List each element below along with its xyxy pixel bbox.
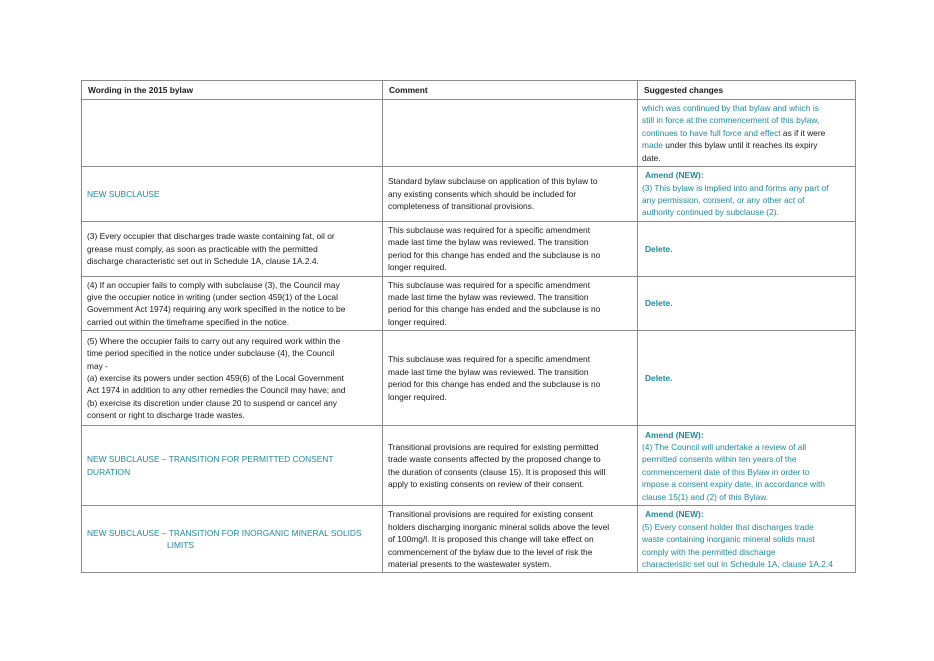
change-line: which was continued by that bylaw and which is [642, 103, 819, 113]
suggested-change-cell [638, 276, 856, 331]
document-page [81, 80, 856, 573]
column-header-suggested-changes: Suggested changes [638, 81, 856, 100]
column-header-comment: Comment [383, 81, 638, 100]
suggested-change-cell: Amend (NEW): (5) Every consent holder that discharges trade waste containing inorganic mineral solids must comply with the permitted discharge characteristic set out in Schedule 1A, clause 1A.2.4 [638, 506, 856, 573]
amend-label: Amend (NEW): [645, 509, 704, 520]
wording-cell [82, 426, 383, 506]
change-line: date. [642, 152, 661, 163]
comment-cell: This subclause was required for a specific amendment made last time the bylaw was reviewed. The transition period for this change has ended and the subclause is no longer required. [383, 276, 638, 331]
comment-cell: Transitional provisions are required for existing permitted trade waste consents affected by the proposed change to the duration of consents (clause 15). It is proposed this will apply to existing consents on review of their consent. [383, 426, 638, 506]
new-subclause-heading: NEW SUBCLAUSE – TRANSITION FOR PERMITTED CONSENT DURATION [87, 454, 334, 477]
comment-cell: Transitional provisions are required for existing consent holders discharging inorganic mineral solids above the level of 100mg/l. It is proposed this change will take effect on commencement of the bylaw due to the level of risk the material presents to the wastewater system. [383, 506, 638, 573]
table-row [82, 426, 856, 506]
wording-cell: (4) If an occupier fails to comply with subclause (3), the Council may give the occupier notice in writing (under section 459(1) of the Local Government Act 1974) requiring any work specified in the notice to be carried out within the timeframe specified in the notice. [82, 276, 383, 331]
suggested-change-cell [638, 100, 856, 167]
change-line: continues to have full force and effect as if it were [642, 127, 826, 138]
new-subclause-heading: NEW SUBCLAUSE [87, 188, 160, 199]
wording-cell [82, 100, 383, 167]
table-row [82, 331, 856, 426]
table-header-row [82, 81, 856, 100]
suggested-change-cell: Amend (NEW): (4) The Council will undertake a review of all permitted consents within ten years of the commencement date of this Bylaw in order to impose a consent expiry date, in accordance with clause 15(1) and (2) of this Bylaw. [638, 426, 856, 506]
table-row [82, 506, 856, 573]
change-line: still in force at the commencement of this bylaw, [642, 115, 820, 126]
comment-cell: This subclause was required for a specific amendment made last time the bylaw was reviewed. The transition period for this change has ended and the subclause is no longer required. [383, 222, 638, 277]
comment-cell: This subclause was required for a specific amendment made last time the bylaw was reviewed. The transition period for this change has ended and the subclause is no longer required. [383, 331, 638, 426]
delete-label: Delete. [645, 373, 673, 384]
suggested-change-cell: Amend (NEW): (3) This bylaw is implied into and forms any part of any permission, consent, or any other act of authority continued by subclause (2). [638, 167, 856, 222]
wording-cell [82, 506, 383, 573]
new-subclause-heading: NEW SUBCLAUSE – TRANSITION FOR INORGANIC MINERAL SOLIDS [87, 527, 362, 538]
column-header-wording: Wording in the 2015 bylaw [82, 81, 383, 100]
suggested-change-cell [638, 222, 856, 277]
table-row [82, 100, 856, 167]
comment-cell: Standard bylaw subclause on application of this bylaw to any existing consents which should be included for completeness of transitional provisions. [383, 167, 638, 222]
table-row [82, 222, 856, 277]
amend-label: Amend (NEW): [645, 170, 704, 181]
comment-cell [383, 100, 638, 167]
bylaw-comparison-table [81, 80, 856, 573]
amend-label: Amend (NEW): [645, 429, 704, 440]
wording-cell [82, 167, 383, 222]
wording-cell: (3) Every occupier that discharges trade waste containing fat, oil or grease must comply, as soon as practicable with the permitted discharge characteristic set out in Schedule 1A, clause 1A.2.4. [82, 222, 383, 277]
table-row [82, 167, 856, 222]
table-row [82, 276, 856, 331]
suggested-change-cell [638, 331, 856, 426]
new-subclause-heading-continued: LIMITS [167, 540, 194, 551]
wording-cell: (5) Where the occupier fails to carry out any required work within the time period specified in the notice under subclause (4), the Council may - (a) exercise its powers under section 459(6) of the Local Government Act 1974 in addition to any other remedies the Council may have; and (b) exercise its discretion under clause 20 to suspend or cancel any consent or right to discharge trade wastes. [82, 331, 383, 426]
change-line: made under this bylaw until it reaches its expiry [642, 140, 818, 151]
delete-label: Delete. [645, 298, 673, 309]
delete-label: Delete. [645, 243, 673, 254]
